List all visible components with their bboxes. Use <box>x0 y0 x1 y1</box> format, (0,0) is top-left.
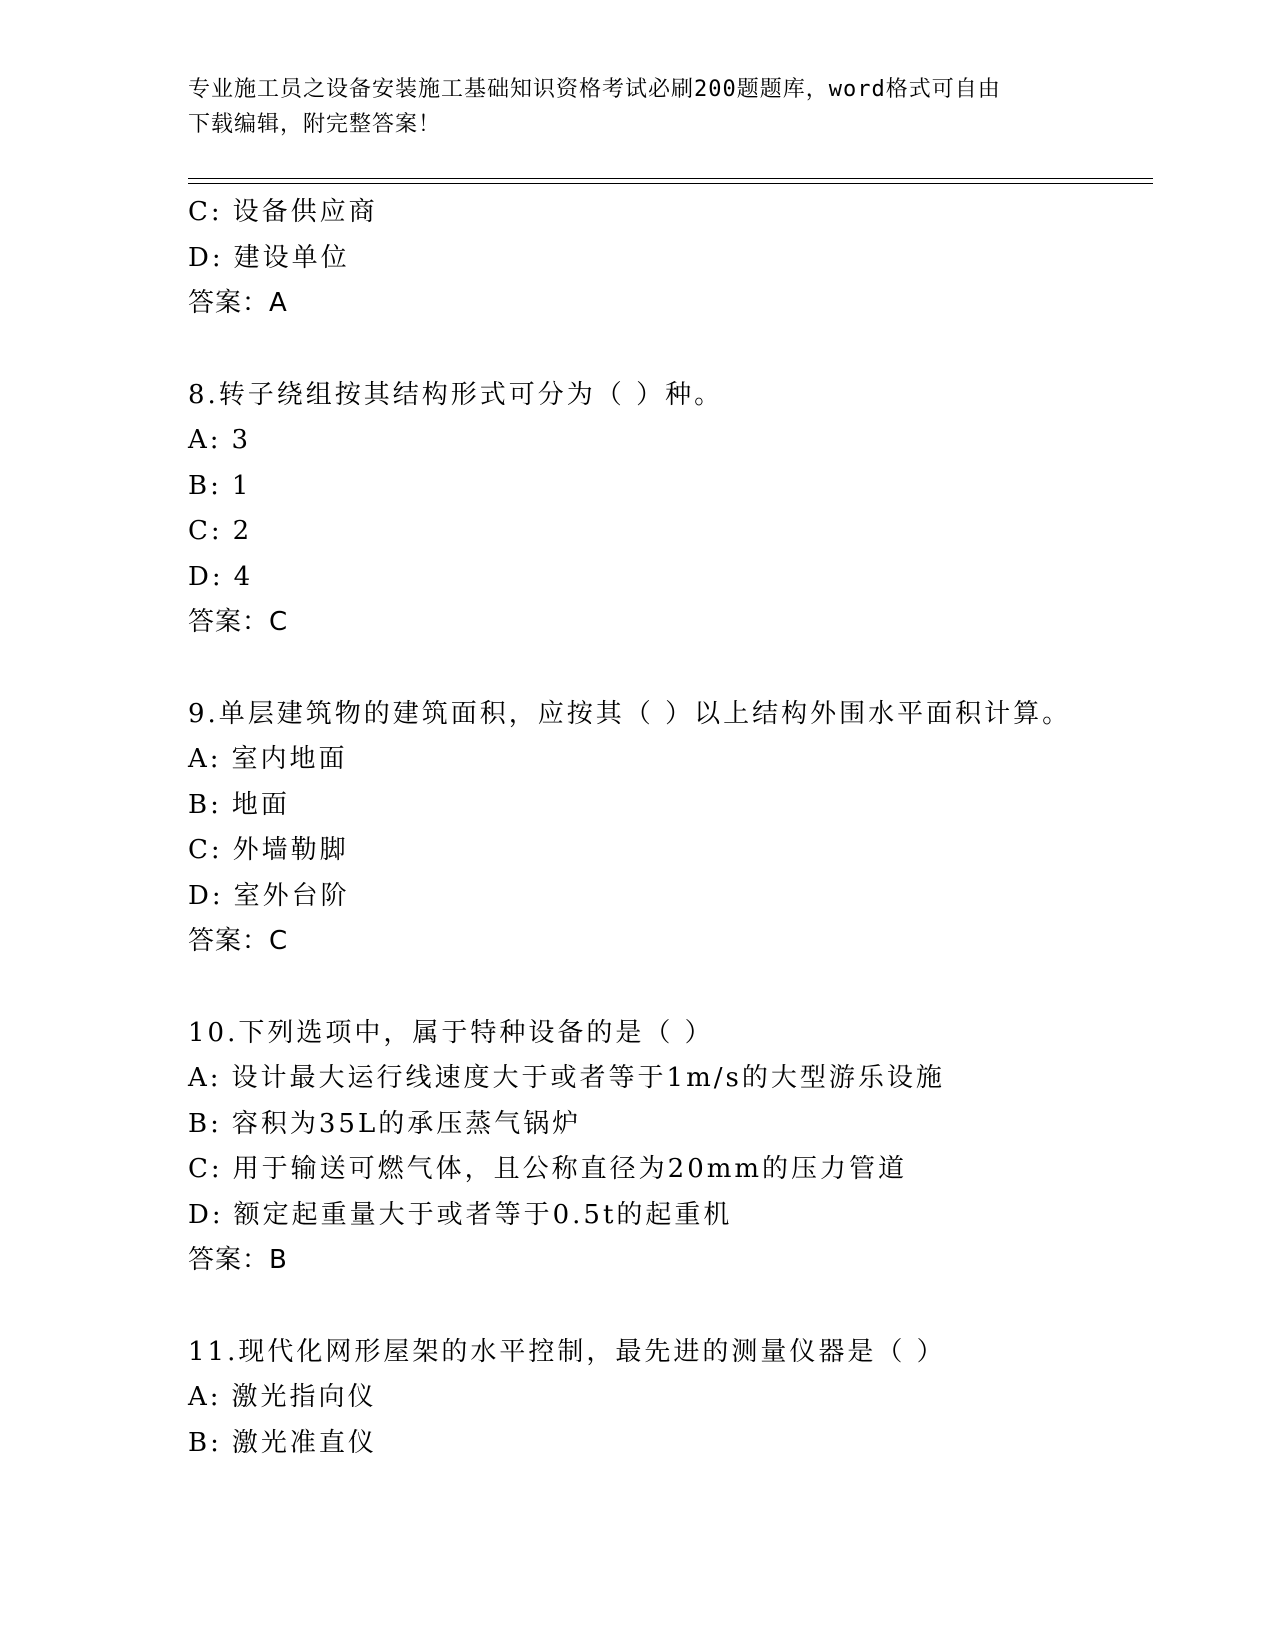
question-stem: 10.下列选项中，属于特种设备的是（ ） <box>188 1017 714 1048</box>
answer-line: 答案：C <box>188 607 289 637</box>
answer-line: 答案：B <box>188 1245 288 1275</box>
option-prefix: B: <box>188 1427 222 1458</box>
option-text: 建设单位 <box>233 242 350 273</box>
option-prefix: A: <box>188 744 222 774</box>
document-body <box>188 190 1153 1466</box>
option-b <box>188 464 1153 510</box>
option-text: 额定起重量大于或者等于0.5t的起重机 <box>233 1199 733 1230</box>
option-text: 3 <box>231 425 252 455</box>
option-prefix: D: <box>188 561 224 592</box>
question-11 <box>188 1330 1153 1467</box>
header-line-2: 下载编辑，附完整答案！ <box>188 112 442 137</box>
option-a <box>188 737 1153 783</box>
option-text: 2 <box>232 516 253 546</box>
option-text: 容积为35L的承压蒸气锅炉 <box>231 1108 582 1139</box>
option-text: 4 <box>233 561 254 592</box>
question-stem: 8.转子绕组按其结构形式可分为（ ）种。 <box>188 379 724 410</box>
option-prefix: D: <box>188 242 224 273</box>
header-rule-top <box>188 178 1153 179</box>
option-prefix: A: <box>188 425 222 455</box>
option-text: 室内地面 <box>231 744 348 774</box>
option-d <box>188 555 1153 601</box>
question-9 <box>188 692 1153 965</box>
option-prefix: C: <box>188 1154 223 1184</box>
question-10 <box>188 1011 1153 1284</box>
option-prefix: B: <box>188 470 222 501</box>
spacer <box>188 327 1153 373</box>
option-a <box>188 418 1153 464</box>
option-a <box>188 1375 1153 1421</box>
question-stem: 9.单层建筑物的建筑面积，应按其（ ）以上结构外围水平面积计算。 <box>188 698 1072 729</box>
header-rule-bottom <box>188 183 1153 184</box>
option-text: 激光准直仪 <box>231 1427 377 1458</box>
document-header <box>188 72 1068 142</box>
option-text: 激光指向仪 <box>231 1382 377 1412</box>
header-line-1: 专业施工员之设备安装施工基础知识资格考试必刷200题题库，word格式可自由 <box>188 77 1001 102</box>
option-prefix: A: <box>188 1063 222 1093</box>
option-prefix: D: <box>188 880 224 911</box>
option-d <box>188 236 1153 282</box>
option-text: 地面 <box>231 789 290 820</box>
answer-line: 答案：A <box>188 288 288 318</box>
option-prefix: B: <box>188 1108 222 1139</box>
option-prefix: C: <box>188 197 223 227</box>
option-d <box>188 874 1153 920</box>
option-prefix: A: <box>188 1382 222 1412</box>
spacer <box>188 1284 1153 1330</box>
option-text: 用于输送可燃气体，且公称直径为20mm的压力管道 <box>232 1154 908 1184</box>
option-c <box>188 509 1153 555</box>
option-d <box>188 1193 1153 1239</box>
option-prefix: C: <box>188 835 223 865</box>
option-prefix: D: <box>188 1199 224 1230</box>
option-b <box>188 1421 1153 1467</box>
option-text: 设备供应商 <box>232 197 378 227</box>
spacer <box>188 646 1153 692</box>
answer-line: 答案：C <box>188 926 289 956</box>
option-b <box>188 1102 1153 1148</box>
option-text: 设计最大运行线速度大于或者等于1m/s的大型游乐设施 <box>231 1063 945 1093</box>
question-stem: 11.现代化网形屋架的水平控制，最先进的测量仪器是（ ） <box>188 1336 946 1367</box>
question-8 <box>188 373 1153 646</box>
option-prefix: C: <box>188 516 223 546</box>
option-prefix: B: <box>188 789 222 820</box>
spacer <box>188 965 1153 1011</box>
option-a <box>188 1056 1153 1102</box>
option-text: 外墙勒脚 <box>232 835 349 865</box>
option-text: 1 <box>231 470 252 501</box>
option-c <box>188 1147 1153 1193</box>
option-c <box>188 828 1153 874</box>
option-text: 室外台阶 <box>233 880 350 911</box>
option-c <box>188 190 1153 236</box>
question-continued <box>188 190 1153 327</box>
option-b <box>188 783 1153 829</box>
